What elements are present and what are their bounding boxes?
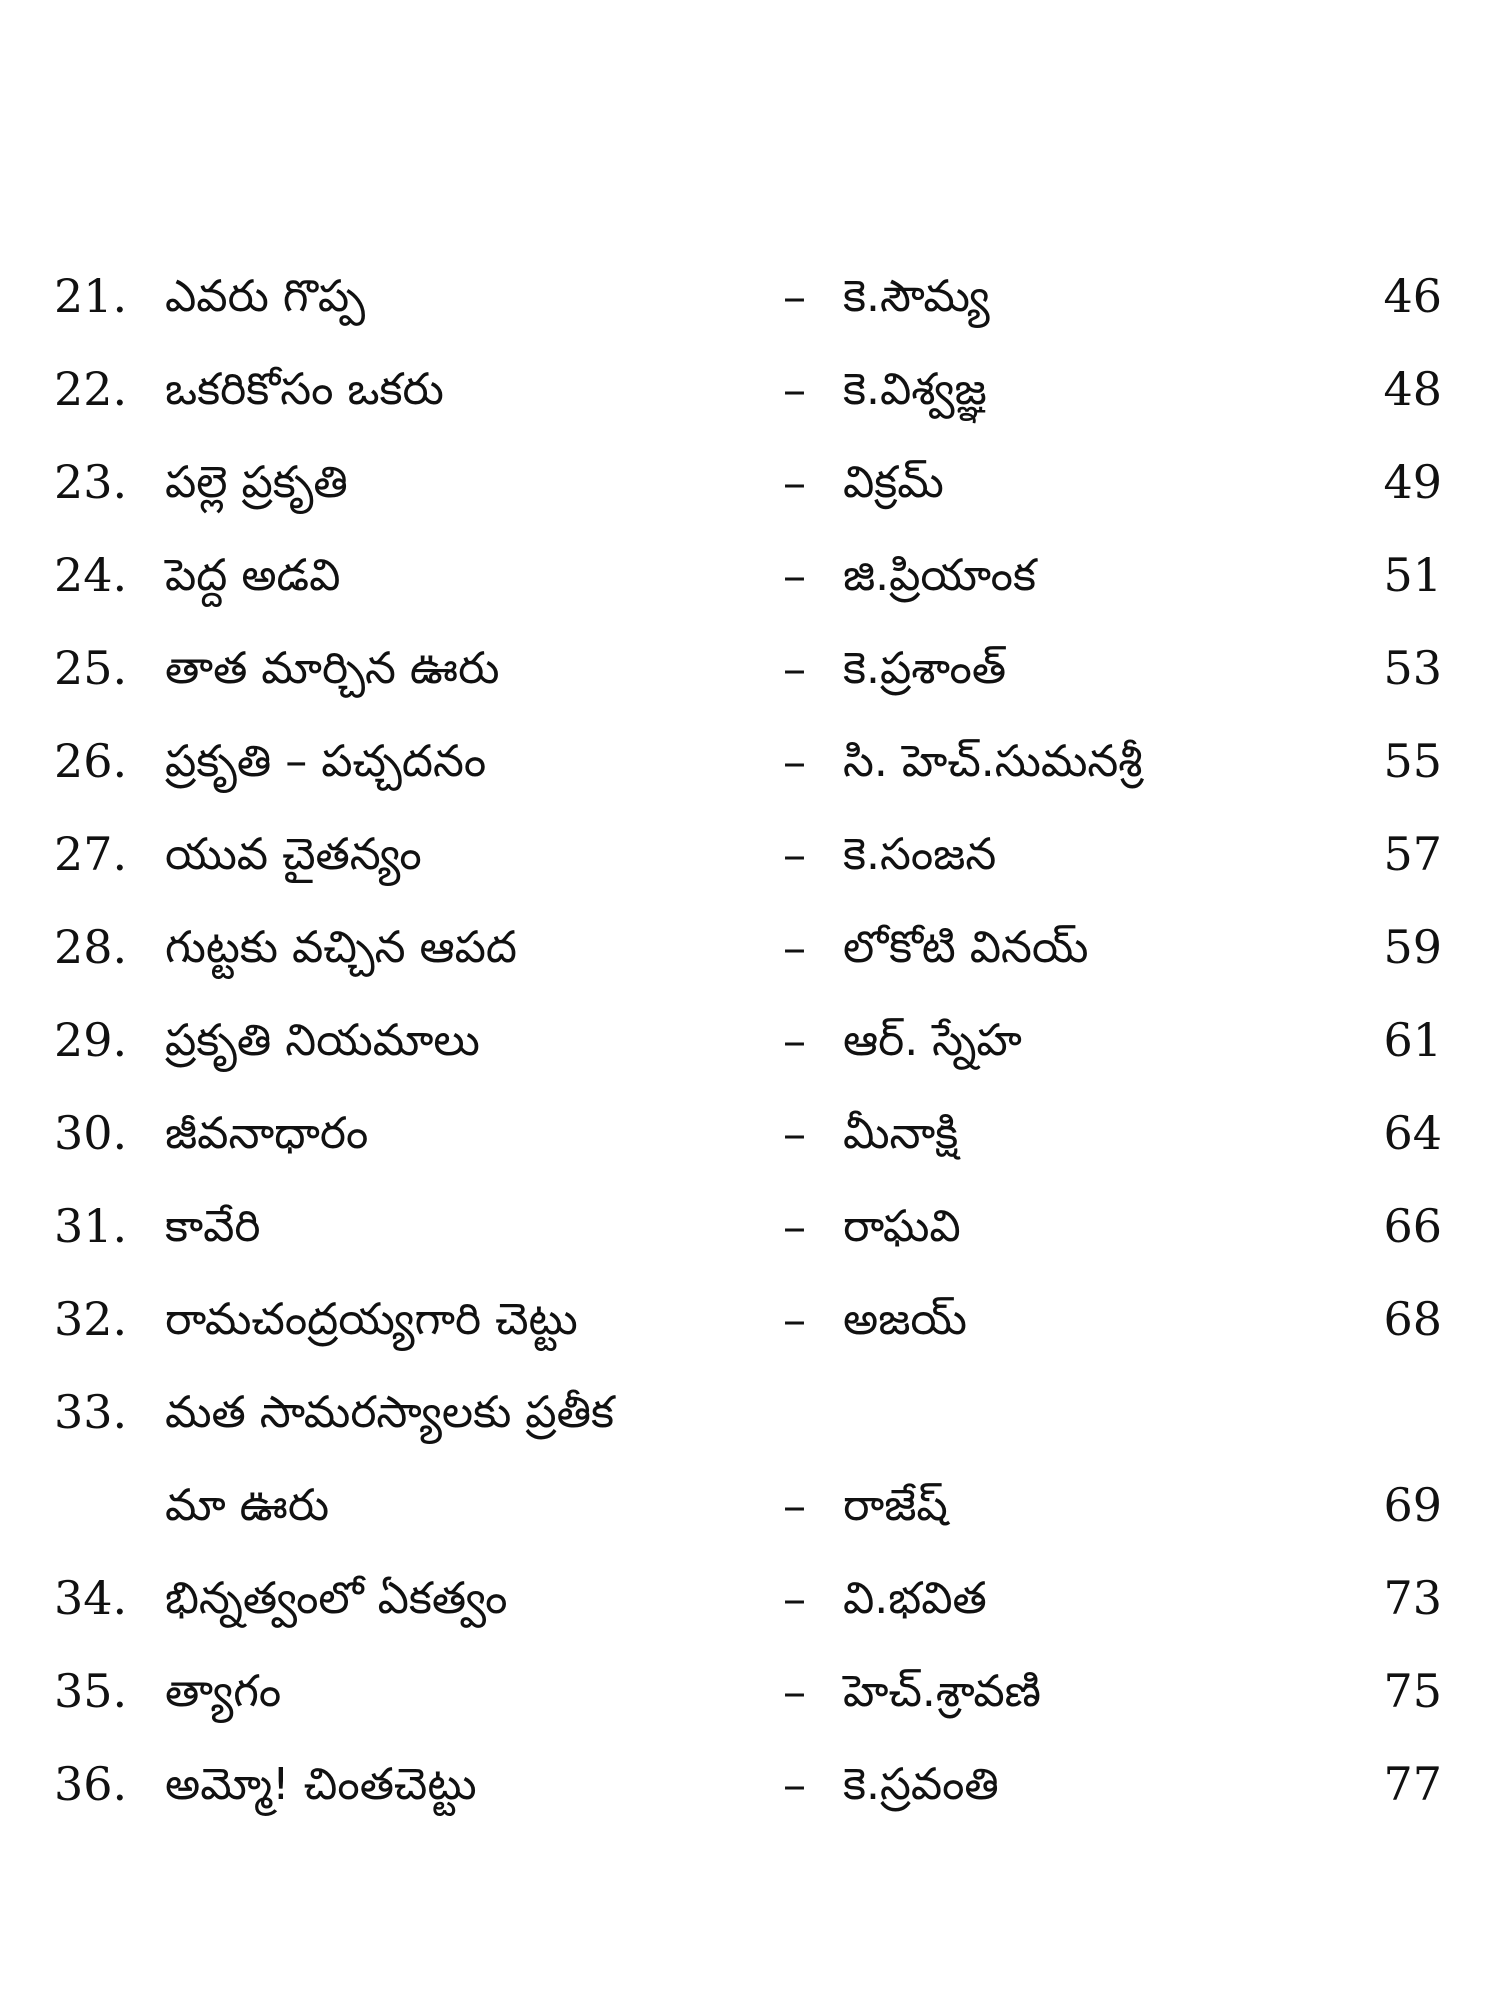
entry-page: 49 xyxy=(1383,455,1442,509)
entry-dash: – xyxy=(783,1478,806,1532)
entry-title: ఎవరు గొప్ప xyxy=(165,271,366,322)
entry-author: రాజేష్ xyxy=(843,1480,948,1531)
entry-dash: – xyxy=(783,920,806,974)
entry-page: 48 xyxy=(1383,362,1442,416)
entry-number: 28. xyxy=(54,920,128,974)
entry-author: హెచ్.శ్రావణి xyxy=(843,1666,1041,1717)
entry-number: 22. xyxy=(54,362,128,416)
entry-dash: – xyxy=(783,1757,806,1811)
entry-dash: – xyxy=(783,1106,806,1160)
entry-title: పెద్ద అడవి xyxy=(165,550,341,601)
entry-page: 64 xyxy=(1383,1106,1442,1160)
entry-number: 32. xyxy=(54,1292,128,1346)
entry-dash: – xyxy=(783,1292,806,1346)
entry-author: కె.ప్రశాంత్ xyxy=(843,643,1007,694)
entry-page: 55 xyxy=(1383,734,1442,788)
entry-number: 30. xyxy=(54,1106,128,1160)
entry-dash: – xyxy=(783,1664,806,1718)
toc-entry xyxy=(0,715,1500,808)
entry-title: అమ్మో! చింతచెట్టు xyxy=(165,1759,477,1810)
entry-author: రాఘవి xyxy=(843,1201,961,1252)
entry-dash: – xyxy=(783,269,806,323)
entry-number: 25. xyxy=(54,641,128,695)
entry-page: 51 xyxy=(1383,548,1442,602)
entry-number: 33. xyxy=(54,1385,128,1439)
entry-title: కావేరి xyxy=(165,1201,261,1252)
toc-entry xyxy=(0,1180,1500,1273)
entry-author: కె.సంజన xyxy=(843,829,997,880)
entry-title: మా ఊరు xyxy=(165,1480,330,1531)
entry-author: అజయ్ xyxy=(843,1294,967,1345)
entry-title: యువ చైతన్యం xyxy=(165,829,422,880)
entry-dash: – xyxy=(783,1571,806,1625)
toc-entry xyxy=(0,1645,1500,1738)
toc-entry-continuation xyxy=(0,1459,1500,1552)
entry-author: లోకోటి వినయ్ xyxy=(843,922,1089,973)
toc-entry xyxy=(0,808,1500,901)
entry-page: 59 xyxy=(1383,920,1442,974)
entry-dash: – xyxy=(783,827,806,881)
entry-dash: – xyxy=(783,1013,806,1067)
entry-title: పల్లె ప్రకృతి xyxy=(165,457,348,508)
toc-entry xyxy=(0,1273,1500,1366)
entry-page: 46 xyxy=(1383,269,1442,323)
toc-entry xyxy=(0,250,1500,343)
entry-number: 23. xyxy=(54,455,128,509)
toc-entry xyxy=(0,1366,1500,1459)
entry-dash: – xyxy=(783,641,806,695)
entry-number: 35. xyxy=(54,1664,128,1718)
entry-dash: – xyxy=(783,1199,806,1253)
toc-entry xyxy=(0,436,1500,529)
entry-title: ఒకరికోసం ఒకరు xyxy=(165,364,444,415)
entry-title: ప్రకృతి – పచ్చదనం xyxy=(165,736,487,787)
entry-title: భిన్నత్వంలో ఏకత్వం xyxy=(165,1573,508,1624)
entry-dash: – xyxy=(783,362,806,416)
entry-author: వి.భవిత xyxy=(843,1573,987,1624)
toc-entry xyxy=(0,343,1500,436)
entry-page: 66 xyxy=(1383,1199,1442,1253)
entry-page: 53 xyxy=(1383,641,1442,695)
entry-number: 36. xyxy=(54,1757,128,1811)
entry-author: మీనాక్షి xyxy=(843,1108,959,1159)
entry-author: కె.స్రవంతి xyxy=(843,1759,999,1810)
toc-entry xyxy=(0,529,1500,622)
entry-author: జి.ప్రియాంక xyxy=(843,550,1036,601)
entry-title: తాత మార్చిన ఊరు xyxy=(165,643,500,694)
entry-author: కె.విశ్వజ్ఞ xyxy=(843,364,987,415)
entry-dash: – xyxy=(783,455,806,509)
toc-entry xyxy=(0,994,1500,1087)
entry-title: జీవనాధారం xyxy=(165,1108,369,1159)
toc-entry xyxy=(0,1087,1500,1180)
entry-page: 75 xyxy=(1383,1664,1442,1718)
entry-number: 31. xyxy=(54,1199,128,1253)
entry-number: 27. xyxy=(54,827,128,881)
entry-page: 57 xyxy=(1383,827,1442,881)
entry-number: 26. xyxy=(54,734,128,788)
entry-title: రామచంద్రయ్యగారి చెట్టు xyxy=(165,1294,578,1345)
toc-entry xyxy=(0,1738,1500,1831)
entry-page: 69 xyxy=(1383,1478,1442,1532)
toc-entry xyxy=(0,1552,1500,1645)
toc-entry xyxy=(0,622,1500,715)
toc-entry xyxy=(0,901,1500,994)
entry-title: త్యాగం xyxy=(165,1666,282,1717)
entry-author: విక్రమ్ xyxy=(843,457,944,508)
entry-page: 77 xyxy=(1383,1757,1442,1811)
entry-page: 73 xyxy=(1383,1571,1442,1625)
entry-page: 68 xyxy=(1383,1292,1442,1346)
entry-author: ఆర్. స్నేహ xyxy=(843,1015,1022,1066)
entry-page: 61 xyxy=(1383,1013,1442,1067)
entry-title: మత సామరస్యాలకు ప్రతీక xyxy=(165,1387,614,1438)
entry-dash: – xyxy=(783,548,806,602)
entry-number: 24. xyxy=(54,548,128,602)
entry-title: ప్రకృతి నియమాలు xyxy=(165,1015,480,1066)
entry-title: గుట్టకు వచ్చిన ఆపద xyxy=(165,922,517,973)
entry-dash: – xyxy=(783,734,806,788)
entry-author: సి. హెచ్.సుమనశ్రీ xyxy=(843,736,1143,787)
entry-number: 34. xyxy=(54,1571,128,1625)
entry-number: 21. xyxy=(54,269,128,323)
entry-number: 29. xyxy=(54,1013,128,1067)
table-of-contents xyxy=(0,250,1500,1831)
entry-author: కె.సౌమ్య xyxy=(843,271,990,322)
